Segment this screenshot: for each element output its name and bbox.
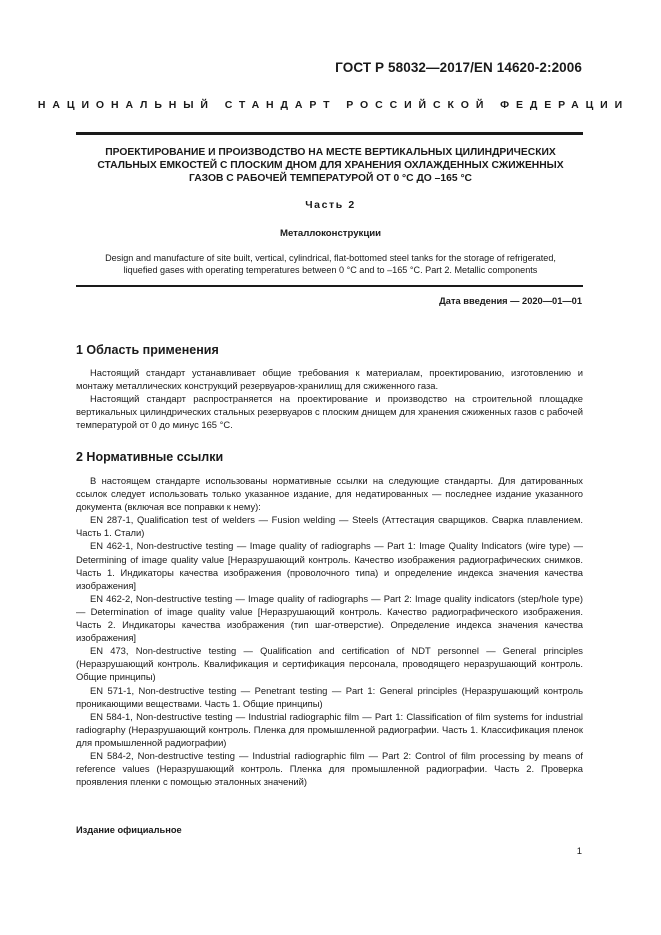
english-title bbox=[56, 252, 605, 277]
official-edition-note: Издание официальное bbox=[76, 825, 182, 835]
gost-code: ГОСТ Р 58032—2017/EN 14620-2:2006 bbox=[335, 60, 582, 75]
reference-item: EN 473, Non-destructive testing — Qualification and certification of NDT personnel — General principles (Неразрушающий контроль. Квалификация и сертификация персонала, проводящего неразрушающий контроль. Общие принципы) bbox=[76, 645, 583, 683]
reference-item: EN 584-2, Non-destructive testing — Industrial radiographic film — Part 2: Control of film processing by means of reference values (Неразрушающий контроль. Пленка для промышленной радиографии. Часть 2. Проверка проявления пленки с помощью эталонных значений) bbox=[76, 749, 583, 788]
paragraph: Настоящий стандарт распространяется на проектирование и производство на строительной площадке вертикальных цилиндрических стальных резервуаров с плоским днищем для хранения сжиженных газов с рабочей температурой от 0 до минус 165 °С. bbox=[76, 393, 583, 431]
title-line: ГАЗОВ С РАБОЧЕЙ ТЕМПЕРАТУРОЙ ОТ 0 °С ДО –165 °С bbox=[189, 173, 472, 184]
reference-item: EN 462-2, Non-destructive testing — Image quality of radiographs — Part 2: Image quality indicators (step/hole type) — Determination of image quality value [Неразрушающий контроль. Качество радиографического изображения. Часть 2. Индикаторы качества изображения (тип шаг-отверстие). Определение индекса значения качества изображения] bbox=[76, 592, 583, 644]
reference-item: EN 571-1, Non-destructive testing — Penetrant testing — Part 1: General principles (Неразрушающий контроль проникающими веществами. Часть 1. Общие принципы) bbox=[76, 684, 583, 709]
part-label: Часть 2 bbox=[305, 199, 356, 211]
title-rule bbox=[76, 285, 583, 287]
document-subtitle: Металлоконструкции bbox=[279, 228, 382, 239]
english-title-line: liquefied gases with operating temperatures between 0 °C and to –165 °C. Part 2. Metallic components bbox=[123, 265, 538, 276]
document-title bbox=[60, 146, 601, 185]
reference-item: EN 462-1, Non-destructive testing — Image quality of radiographs — Part 1: Image Quality Indicators (wire type) — Determining of image quality value [Неразрушающий контроль. Качество изображения радиографических снимков. Часть 1. Индикаторы качества изображения (проволочного типа) и определение индекса значения качества изображения] bbox=[76, 540, 583, 591]
title-line: ПРОЕКТИРОВАНИЕ И ПРОИЗВОДСТВО НА МЕСТЕ ВЕРТИКАЛЬНЫХ ЦИЛИНДРИЧЕСКИХ bbox=[105, 147, 556, 158]
header-rule bbox=[76, 132, 583, 135]
reference-item: EN 584-1, Non-destructive testing — Industrial radiographic film — Part 1: Classification of film systems for industrial radiography (Неразрушающий контроль. Пленка для промышленной радиографии. Часть 1. Классификация пленок для промышленной радиографии) bbox=[76, 710, 583, 748]
title-line: СТАЛЬНЫХ ЕМКОСТЕЙ С ПЛОСКИМ ДНОМ ДЛЯ ХРАНЕНИЯ ОХЛАЖДЕННЫХ СЖИЖЕННЫХ bbox=[97, 160, 564, 171]
section-2-heading: 2 Нормативные ссылки bbox=[76, 450, 224, 464]
paragraph: В настоящем стандарте использованы нормативные ссылки на следующие стандарты. Для датированных ссылок следует использовать только указанное издание, для недатированных — последнее издание указанного документа (включая все поправки к нему): bbox=[76, 475, 583, 513]
page-number: 1 bbox=[576, 846, 582, 857]
section-1-body bbox=[76, 366, 583, 431]
english-title-line: Design and manufacture of site built, vertical, cylindrical, flat-bottomed steel tanks for the storage of refrigerated, bbox=[105, 253, 556, 263]
paragraph: Настоящий стандарт устанавливает общие требования к материалам, проектированию, изготовлению и монтажу металлических конструкций резервуаров-хранилищ для сжиженного газа. bbox=[76, 367, 583, 392]
national-standard-banner: НАЦИОНАЛЬНЫЙ СТАНДАРТ РОССИЙСКОЙ ФЕДЕРАЦИИ bbox=[37, 99, 630, 111]
introduction-date: Дата введения — 2020—01—01 bbox=[439, 296, 582, 306]
section-2-body bbox=[76, 474, 583, 788]
reference-item: EN 287-1, Qualification test of welders — Fusion welding — Steels (Аттестация сварщиков. Сварка плавлением. Часть 1. Стали) bbox=[76, 514, 583, 539]
section-1-heading: 1 Область применения bbox=[76, 343, 219, 357]
